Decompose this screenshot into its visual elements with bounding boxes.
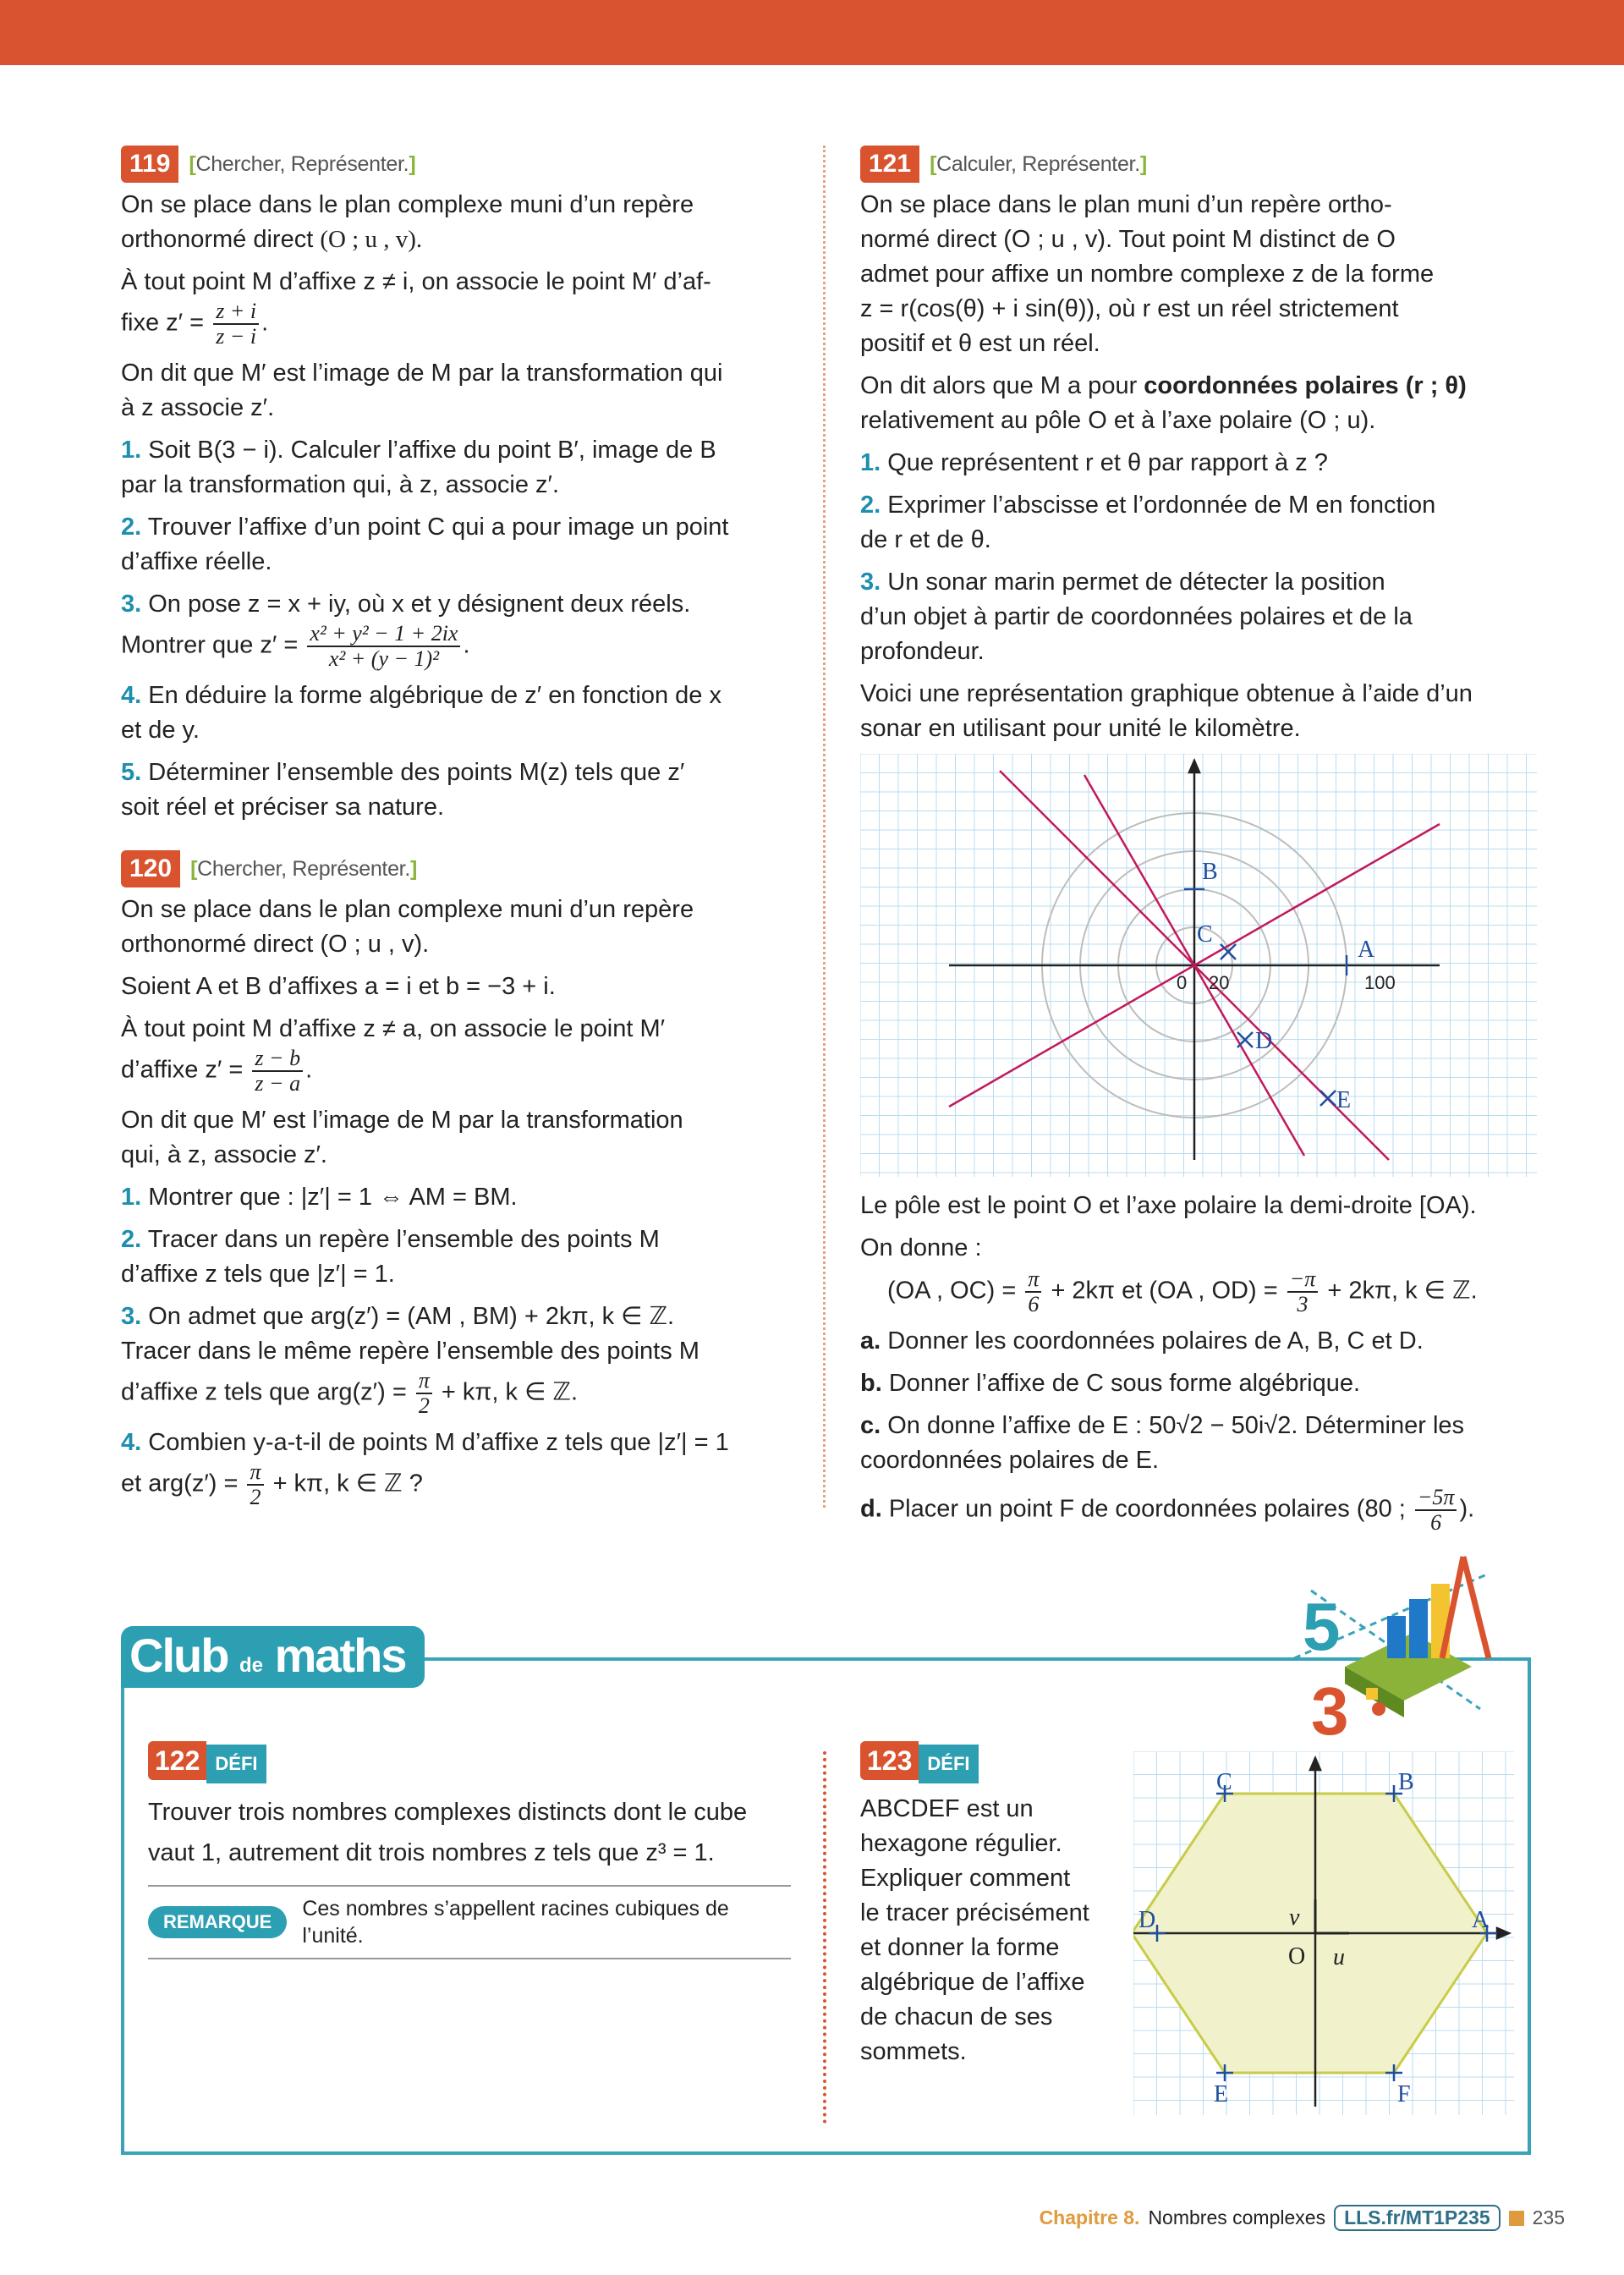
- blue-bar: [1387, 1616, 1406, 1658]
- defi-tag: DÉFI: [919, 1745, 978, 1783]
- numerator: z − b: [252, 1047, 303, 1072]
- exercise-119-header: [121, 146, 798, 183]
- question-number: 4.: [121, 1429, 142, 1456]
- category-text: Calculer, Représenter.: [936, 151, 1140, 176]
- label-a: A: [1358, 937, 1375, 963]
- fraction: [213, 299, 259, 349]
- ex121-polar-def: [860, 369, 1541, 438]
- text: admet pour affixe un nombre complexe z de la forme: [860, 261, 1435, 288]
- label-b: B: [1202, 859, 1218, 885]
- text: Voici une représentation graphique obtenue à l’aide d’un: [860, 680, 1473, 707]
- ex119-q5: [121, 756, 798, 825]
- label-b: B: [1398, 1769, 1414, 1795]
- text: On dit que M′ est l’image de M par la transformation qui: [121, 360, 723, 387]
- text: sonar en utilisant pour unité le kilomètre.: [860, 715, 1301, 742]
- label-e: E: [1336, 1087, 1352, 1113]
- category-text: Chercher, Représenter.: [197, 856, 410, 881]
- sonar-polar-graph: [860, 754, 1537, 1177]
- tick-20-label: 20: [1209, 972, 1230, 993]
- origin-label: 0: [1177, 972, 1188, 993]
- ex121-given: [860, 1231, 1541, 1266]
- text-line: et donner la forme: [860, 1934, 1060, 1961]
- text: d’affixe z tels que |z′| = 1.: [121, 1261, 395, 1288]
- page-number: 235: [1532, 2206, 1565, 2228]
- exercise-category: [Calculer, Représenter.]: [930, 151, 1147, 176]
- exercise-123: [860, 1741, 1131, 2069]
- ex120-q4: [121, 1426, 798, 1509]
- fraction: [1287, 1267, 1319, 1316]
- club-separator: [823, 1751, 826, 2124]
- text-line: de chacun de ses: [860, 2003, 1053, 2030]
- vector-v-label: v: [1289, 1904, 1300, 1931]
- blue-bar: [1409, 1599, 1428, 1658]
- ex119-q2: [121, 510, 798, 580]
- text: + 2kπ, k ∈ ℤ.: [1327, 1277, 1478, 1305]
- text: Donner les coordonnées polaires de A, B, C et D.: [881, 1327, 1424, 1355]
- numerator: −5π: [1415, 1486, 1457, 1511]
- ex119-def: À tout point M d’affixe z ≠ i, on associe le point M′ d’af- fixe z′ = $\frac{z + i}{z - i}$ .: [121, 268, 711, 349]
- text: normé direct (O ; u , v). Tout point M distinct de O: [860, 226, 1396, 253]
- orange-square: [1509, 2211, 1524, 2226]
- ex121-intro: [860, 188, 1541, 361]
- ex121-qb: [860, 1366, 1541, 1401]
- text: En déduire la forme algébrique de z′ en fonction de x: [141, 682, 721, 709]
- ex121-q1: [860, 446, 1541, 481]
- yellow-cube: [1366, 1688, 1378, 1700]
- right-column: [860, 146, 1541, 1542]
- text-line: algébrique de l’affixe: [860, 1969, 1085, 1996]
- denominator: 2: [418, 1393, 430, 1418]
- text: On dit que M′ est l’image de M par la transformation: [121, 1107, 683, 1134]
- text: fixe z′ =: [121, 309, 205, 337]
- text-line: ABCDEF est un: [860, 1795, 1034, 1822]
- digit-three-icon: 3: [1311, 1673, 1349, 1749]
- label-f: F: [1397, 2081, 1411, 2107]
- text: d’affixe réelle.: [121, 548, 272, 575]
- denominator: 6: [1430, 1510, 1442, 1535]
- ex121-q3: [860, 565, 1541, 669]
- text: d’affixe z tels que arg(z′) =: [121, 1378, 407, 1406]
- question-number: 2.: [121, 514, 142, 541]
- text: Donner l’affixe de C sous forme algébrique.: [881, 1370, 1361, 1397]
- text: et de y.: [121, 717, 200, 744]
- denominator: 6: [1028, 1292, 1040, 1316]
- remarque-text: Ces nombres s’appellent racines cubiques de l’unité.: [302, 1897, 729, 1948]
- question-number: 4.: [121, 682, 142, 709]
- text: d’affixe z′ =: [121, 1056, 244, 1084]
- label-d: D: [1255, 1028, 1273, 1054]
- ex120-image: [121, 1103, 798, 1173]
- ex120-intro: [121, 893, 798, 962]
- exercise-category: [Chercher, Représenter.]: [190, 856, 417, 881]
- question-letter: d.: [860, 1495, 882, 1523]
- text: Un sonar marin permet de détecter la position: [881, 569, 1385, 596]
- chapter-name: Nombres complexes: [1148, 2206, 1326, 2228]
- question-letter: a.: [860, 1327, 881, 1355]
- text-line: le tracer précisément: [860, 1899, 1089, 1926]
- title-part: de: [239, 1654, 263, 1677]
- ex119-q3: 3. On pose z = x + iy, où x et y désignent deux réels. Montrer que z′ = $\frac{\text{x² + y² − 1 + 2ix}}{\text{x² + (y − 1)²}}$ .: [121, 591, 691, 671]
- text: coordonnées polaires de E.: [860, 1447, 1160, 1474]
- denominator: z − a: [255, 1071, 301, 1096]
- ex121-angles: [860, 1267, 1541, 1316]
- ex120-affixes: [121, 970, 798, 1004]
- ex121-sonar-intro: [860, 677, 1541, 746]
- text: On donne :: [860, 1234, 982, 1261]
- lls-link[interactable]: LLS.fr/MT1P235: [1334, 2205, 1501, 2231]
- text: vaut 1, autrement dit trois nombres z tels que z³ = 1.: [148, 1839, 715, 1866]
- ex121-pole: [860, 1189, 1541, 1223]
- numerator: z + i: [213, 299, 259, 325]
- marker-e: [1320, 1091, 1336, 1106]
- label-c: C: [1216, 1769, 1232, 1795]
- defi-tag: DÉFI: [206, 1745, 266, 1783]
- text: Que représentent r et θ par rapport à z ?: [881, 449, 1328, 476]
- ex121-qd: [860, 1486, 1541, 1535]
- question-letter: c.: [860, 1412, 881, 1439]
- ex120-def: À tout point M d’affixe z ≠ a, on associe le point M′ d’affixe z′ = $\frac{z - b}{z - a}$ .: [121, 1015, 666, 1096]
- question-number: 3.: [121, 591, 142, 618]
- question-number: 1.: [121, 1184, 142, 1211]
- exercise-number: 122: [148, 1741, 206, 1780]
- text: + kπ, k ∈ ℤ.: [441, 1378, 579, 1406]
- text: Déterminer l’ensemble des points M(z) tels que z′: [141, 759, 685, 786]
- text: relativement au pôle O et à l’axe polaire (O ; u).: [860, 407, 1376, 434]
- label-d: D: [1138, 1907, 1156, 1933]
- left-column: [121, 146, 798, 1517]
- fraction: [1025, 1267, 1041, 1316]
- ex119-image: [121, 356, 798, 426]
- numerator: π: [416, 1369, 432, 1394]
- text: Trouver l’affixe d’un point C qui a pour image un point: [141, 514, 729, 541]
- remarque-row: [148, 1885, 791, 1959]
- exercise-number: 121: [860, 146, 919, 183]
- ex120-q3: [121, 1300, 798, 1418]
- title-part: Club: [129, 1629, 228, 1682]
- text: On donne l’affixe de E : 50√2 − 50i√2. Déterminer les: [881, 1412, 1465, 1439]
- ex119-intro: [121, 188, 798, 257]
- fraction: [252, 1047, 303, 1096]
- text: + 2kπ et (OA , OD) =: [1051, 1277, 1278, 1305]
- exercise-number: 120: [121, 850, 180, 887]
- chapter-label: Chapitre 8.: [1039, 2206, 1140, 2228]
- category-text: Chercher, Représenter.: [195, 151, 409, 176]
- tick-100-label: 100: [1364, 972, 1396, 993]
- exercise-number: 119: [121, 146, 178, 183]
- fraction: [307, 622, 460, 671]
- math: (O ; u , v).: [320, 226, 423, 253]
- text: On dit alors que M a pour: [860, 372, 1144, 399]
- ex121-q2: [860, 488, 1541, 558]
- ex119-q4: [121, 679, 798, 748]
- label-c: C: [1197, 921, 1213, 948]
- text: Soit B(3 − i). Calculer l’affixe du point B′, image de B: [141, 437, 716, 464]
- digit-five-icon: 5: [1303, 1589, 1341, 1664]
- y-axis-arrow: [1189, 761, 1199, 772]
- text: On admet que arg(z′) = (AM , BM) + 2kπ, k ∈ ℤ.: [141, 1303, 675, 1330]
- text: orthonormé direct: [121, 226, 321, 253]
- question-letter: b.: [860, 1370, 882, 1397]
- ex120-q1: [121, 1180, 798, 1215]
- text: On se place dans le plan complexe muni d’un repère: [121, 896, 694, 923]
- exercise-number: 123: [860, 1741, 919, 1780]
- numerator: π: [247, 1460, 263, 1486]
- y-axis-arrow: [1310, 1758, 1320, 1770]
- denominator: 2: [250, 1485, 261, 1509]
- question-number: 1.: [121, 437, 142, 464]
- text: Le pôle est le point O et l’axe polaire la demi-droite [OA).: [860, 1192, 1477, 1219]
- text-line: Expliquer comment: [860, 1865, 1071, 1892]
- text: ).: [1459, 1495, 1475, 1523]
- hexagon-figure: [1133, 1751, 1514, 2115]
- ex122-header: [148, 1741, 791, 1783]
- label-e: E: [1214, 2081, 1229, 2107]
- exercise-122: [148, 1741, 791, 1959]
- vector-u-label: u: [1333, 1944, 1345, 1970]
- ex119-q1: [121, 433, 798, 503]
- fraction: [247, 1460, 263, 1509]
- origin-label: O: [1288, 1943, 1306, 1970]
- fraction: [1415, 1486, 1457, 1535]
- text: Placer un point F de coordonnées polaires (80 ;: [881, 1495, 1406, 1523]
- denominator: z − i: [216, 324, 257, 349]
- text: profondeur.: [860, 638, 985, 665]
- math-tools-illustration: [1286, 1540, 1506, 1751]
- text: par la transformation qui, à z, associe z′.: [121, 471, 560, 498]
- text: de r et de θ.: [860, 526, 991, 553]
- red-dot: [1372, 1702, 1385, 1716]
- numerator: x² + y² − 1 + 2ix: [307, 622, 460, 647]
- column-separator: [823, 146, 826, 1508]
- club-de-maths-title: [121, 1626, 425, 1688]
- label-a: A: [1472, 1907, 1490, 1933]
- title-part: maths: [274, 1629, 406, 1682]
- text: Trouver trois nombres complexes distincts dont le cube: [148, 1799, 748, 1826]
- text: Combien y-a-t-il de points M d’affixe z tels que |z′| = 1: [141, 1429, 729, 1456]
- text: positif et θ est un réel.: [860, 330, 1100, 357]
- question-number: 3.: [860, 569, 881, 596]
- fraction: [416, 1369, 432, 1418]
- ex121-qa: [860, 1324, 1541, 1359]
- text: Montrer que z′ =: [121, 631, 299, 659]
- text: z = r(cos(θ) + i sin(θ)), où r est un réel strictement: [860, 295, 1399, 322]
- text: À tout point M d’affixe z ≠ i, on associe le point M′ d’af-: [121, 268, 711, 295]
- text: Soient A et B d’affixes a = i et b = −3 + i.: [121, 973, 556, 1000]
- page-footer: [1040, 2205, 1565, 2231]
- exercise-120-header: [121, 850, 798, 887]
- text: On se place dans le plan complexe muni d’un repère: [121, 191, 694, 218]
- question-number: 2.: [121, 1226, 142, 1253]
- text: et arg(z′) =: [121, 1470, 239, 1497]
- remarque-badge: REMARQUE: [148, 1906, 287, 1938]
- text: Tracer dans le même repère l’ensemble des points M: [121, 1338, 700, 1365]
- ex120-q2: [121, 1223, 798, 1292]
- denominator: x² + (y − 1)²: [328, 646, 439, 671]
- text: qui, à z, associe z′.: [121, 1141, 327, 1168]
- text: Exprimer l’abscisse et l’ordonnée de M en fonction: [881, 492, 1436, 519]
- text: À tout point M d’affixe z ≠ a, on associe le point M′: [121, 1015, 666, 1042]
- question-number: 1.: [860, 449, 881, 476]
- text: d’un objet à partir de coordonnées polaires et de la: [860, 603, 1413, 630]
- question-number: 5.: [121, 759, 142, 786]
- exercise-121-header: [860, 146, 1541, 183]
- text: Tracer dans un repère l’ensemble des points M: [141, 1226, 660, 1253]
- text-line: sommets.: [860, 2038, 967, 2065]
- text: orthonormé direct (O ; u , v).: [121, 931, 430, 958]
- question-number: 2.: [860, 492, 881, 519]
- ex123-header: [860, 1741, 1131, 1783]
- text-line: hexagone régulier.: [860, 1830, 1062, 1857]
- text: (OA , OC) =: [887, 1277, 1017, 1305]
- text: à z associe z′.: [121, 394, 275, 421]
- denominator: 3: [1297, 1292, 1309, 1316]
- text: On pose z = x + iy, où x et y désignent deux réels.: [141, 591, 691, 618]
- text: On se place dans le plan muni d’un repère ortho-: [860, 191, 1392, 218]
- bold-term: coordonnées polaires (r ; θ): [1144, 372, 1467, 399]
- ex121-qc: [860, 1409, 1541, 1478]
- exercise-category: [Chercher, Représenter.]: [189, 151, 416, 176]
- text: + kπ, k ∈ ℤ ?: [272, 1470, 423, 1497]
- numerator: −π: [1287, 1267, 1319, 1293]
- x-axis-arrow: [1497, 1928, 1509, 1938]
- text: soit réel et préciser sa nature.: [121, 794, 445, 821]
- top-color-bar: [0, 0, 1624, 65]
- text: Montrer que : |z′| = 1 ⇔ AM = BM.: [141, 1184, 518, 1211]
- numerator: π: [1025, 1267, 1041, 1293]
- question-number: 3.: [121, 1303, 142, 1330]
